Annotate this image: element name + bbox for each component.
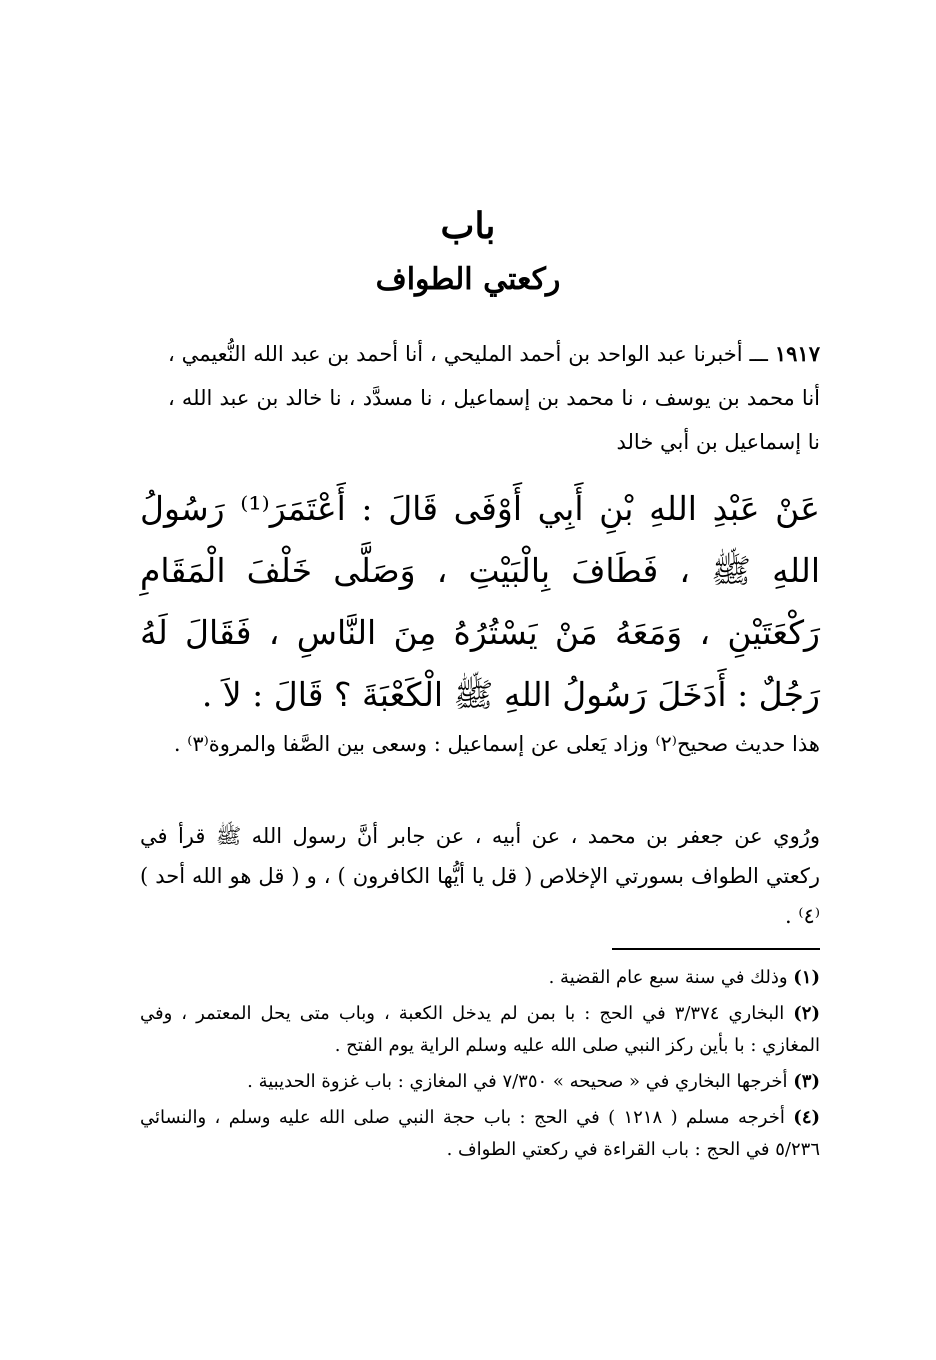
- chapter-title: ركعتي الطواف: [375, 262, 561, 297]
- commentary-paragraph-2: ورُوي عن جعفر بن محمد ، عن أبيه ، عن جابر أنَّ رسول الله ﷺ قرأ في ركعتي الطواف بسورتي الإخلاص ( قل يا أيُّها الكافرون ) ، و ( قل هو الله أحد ) ⁽٤⁾ .: [140, 824, 820, 928]
- footnote-divider: [612, 948, 820, 950]
- commentary-paragraph-1: هذا حديث صحيح⁽٢⁾ وزاد يَعلى عن إسماعيل : وسعى بين الصَّفا والمروة⁽٣⁾ .: [173, 732, 820, 756]
- footnote: [140, 962, 820, 994]
- hadith-isnad: [168, 332, 820, 464]
- footnote-text: أخرجه مسلم ( ١٢١٨ ) في الحج : باب حجة النبي صلى الله عليه وسلم ، والنسائي ٥/٢٣٦ في الحج : باب القراءة في ركعتي الطواف .: [140, 1107, 820, 1160]
- footnote: [140, 1066, 820, 1098]
- footnote-number: (١): [793, 967, 820, 988]
- footnote: [140, 998, 820, 1062]
- footnote-number: (٢): [793, 1003, 820, 1024]
- isnad-text: ـــ أخبرنا عبد الواحد بن أحمد المليحي ، أنا أحمد بن عبد الله النُّعيمي ، أنا محمد بن يوسف ، نا محمد بن إسماعيل ، نا مسدَّد ، نا خالد بن عبد الله ، نا إسماعيل بن أبي خالد: [168, 342, 820, 454]
- chapter-heading: باب: [440, 205, 496, 247]
- footnote-number: (٣): [793, 1071, 820, 1092]
- hadith-number: ١٩١٧: [774, 341, 820, 366]
- footnote-text: أخرجها البخاري في « صحيحه » ٧/٣٥٠ في المغازي : باب غزوة الحديبية .: [247, 1071, 788, 1092]
- footnotes: [140, 962, 820, 1170]
- footnote-number: (٤): [793, 1107, 821, 1128]
- footnote-text: وذلك في سنة سبع عام القضية .: [548, 967, 788, 988]
- hadith-matn: عَنْ عَبْدِ اللهِ بْنِ أَبِي أَوْفَى قَالَ : أَعْتَمَرَ⁽¹⁾ رَسُولُ اللهِ ﷺ ، فَطَافَ بِالْبَيْتِ ، وَصَلَّى خَلْفَ الْمَقَامِ رَكْعَتَيْنِ ، وَمَعَهُ مَنْ يَسْتُرُهُ مِنَ النَّاسِ ، فَقَالَ لَهُ رَجُلٌ : أَدَخَلَ رَسُولُ اللهِ ﷺ الْكَعْبَةَ ؟ قَالَ : لاَ .: [140, 489, 820, 714]
- footnote-text: البخاري ٣/٣٧٤ في الحج : با بمن لم يدخل الكعبة ، وباب متى يحل المعتمر ، وفي المغازي : با بأين ركز النبي صلى الله عليه وسلم الراية يوم الفتح .: [140, 1003, 820, 1056]
- footnote: [140, 1102, 820, 1166]
